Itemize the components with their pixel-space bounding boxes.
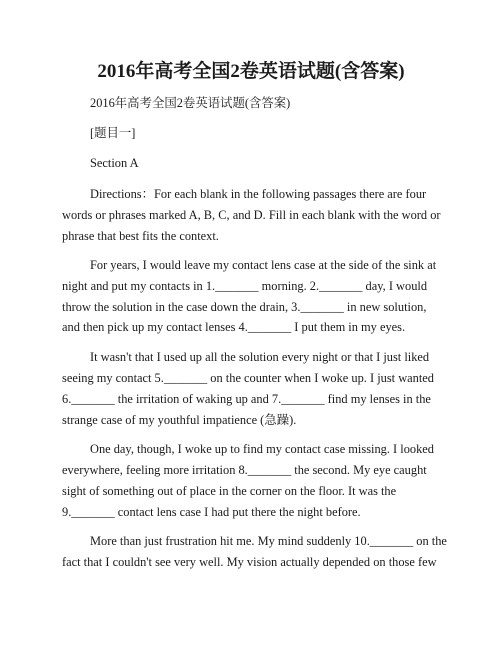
paragraph-line: everywhere, feeling more irritation 8._______ the second. My eye caught [62, 463, 427, 477]
paragraph-line: seeing my contact 5._______ on the counter when I woke up. I just wanted [62, 371, 434, 385]
paragraph-line: It wasn't that I used up all the solution every night or that I just liked [90, 350, 430, 364]
section-name: Section A [90, 156, 139, 170]
paragraph-line: words or phrases marked A, B, C, and D. Fill in each blank with the word or [62, 208, 441, 222]
paragraph-line: sight of something out of place in the corner on the floor. It was the [62, 484, 397, 498]
paragraph-line: and then pick up my contact lenses 4._______ I put them in my eyes. [62, 320, 406, 334]
paragraph-line: Directions：For each blank in the following passages there are four [90, 187, 427, 201]
paragraph-line: 6._______ the irritation of waking up and 7._______ find my lenses in the [62, 392, 431, 406]
paragraph-line: More than just frustration hit me. My mind suddenly 10._______ on the [90, 534, 447, 548]
paragraph-line: throw the solution in the case down the drain, 3._______ in new solution, [62, 300, 427, 314]
section-marker: [题目一] [90, 126, 136, 140]
paragraph-line: strange case of my youthful impatience (急躁). [62, 413, 297, 427]
paragraph-line: 9._______ contact lens case I had put there the night before. [62, 505, 361, 519]
document-title: 2016年高考全国2卷英语试题(含答案) [97, 61, 405, 82]
paragraph-line: For years, I would leave my contact lens case at the side of the sink at [90, 258, 437, 272]
subtitle: 2016年高考全国2卷英语试题(含答案) [90, 96, 291, 110]
paragraph-line: phrase that best fits the context. [62, 229, 219, 243]
paragraph-line: One day, though, I woke up to find my contact case missing. I looked [90, 442, 434, 456]
paragraph-line: fact that I couldn't see very well. My vision actually depended on those few [62, 555, 437, 569]
paragraph-line: night and put my contacts in 1._______ morning. 2._______ day, I would [62, 279, 428, 293]
